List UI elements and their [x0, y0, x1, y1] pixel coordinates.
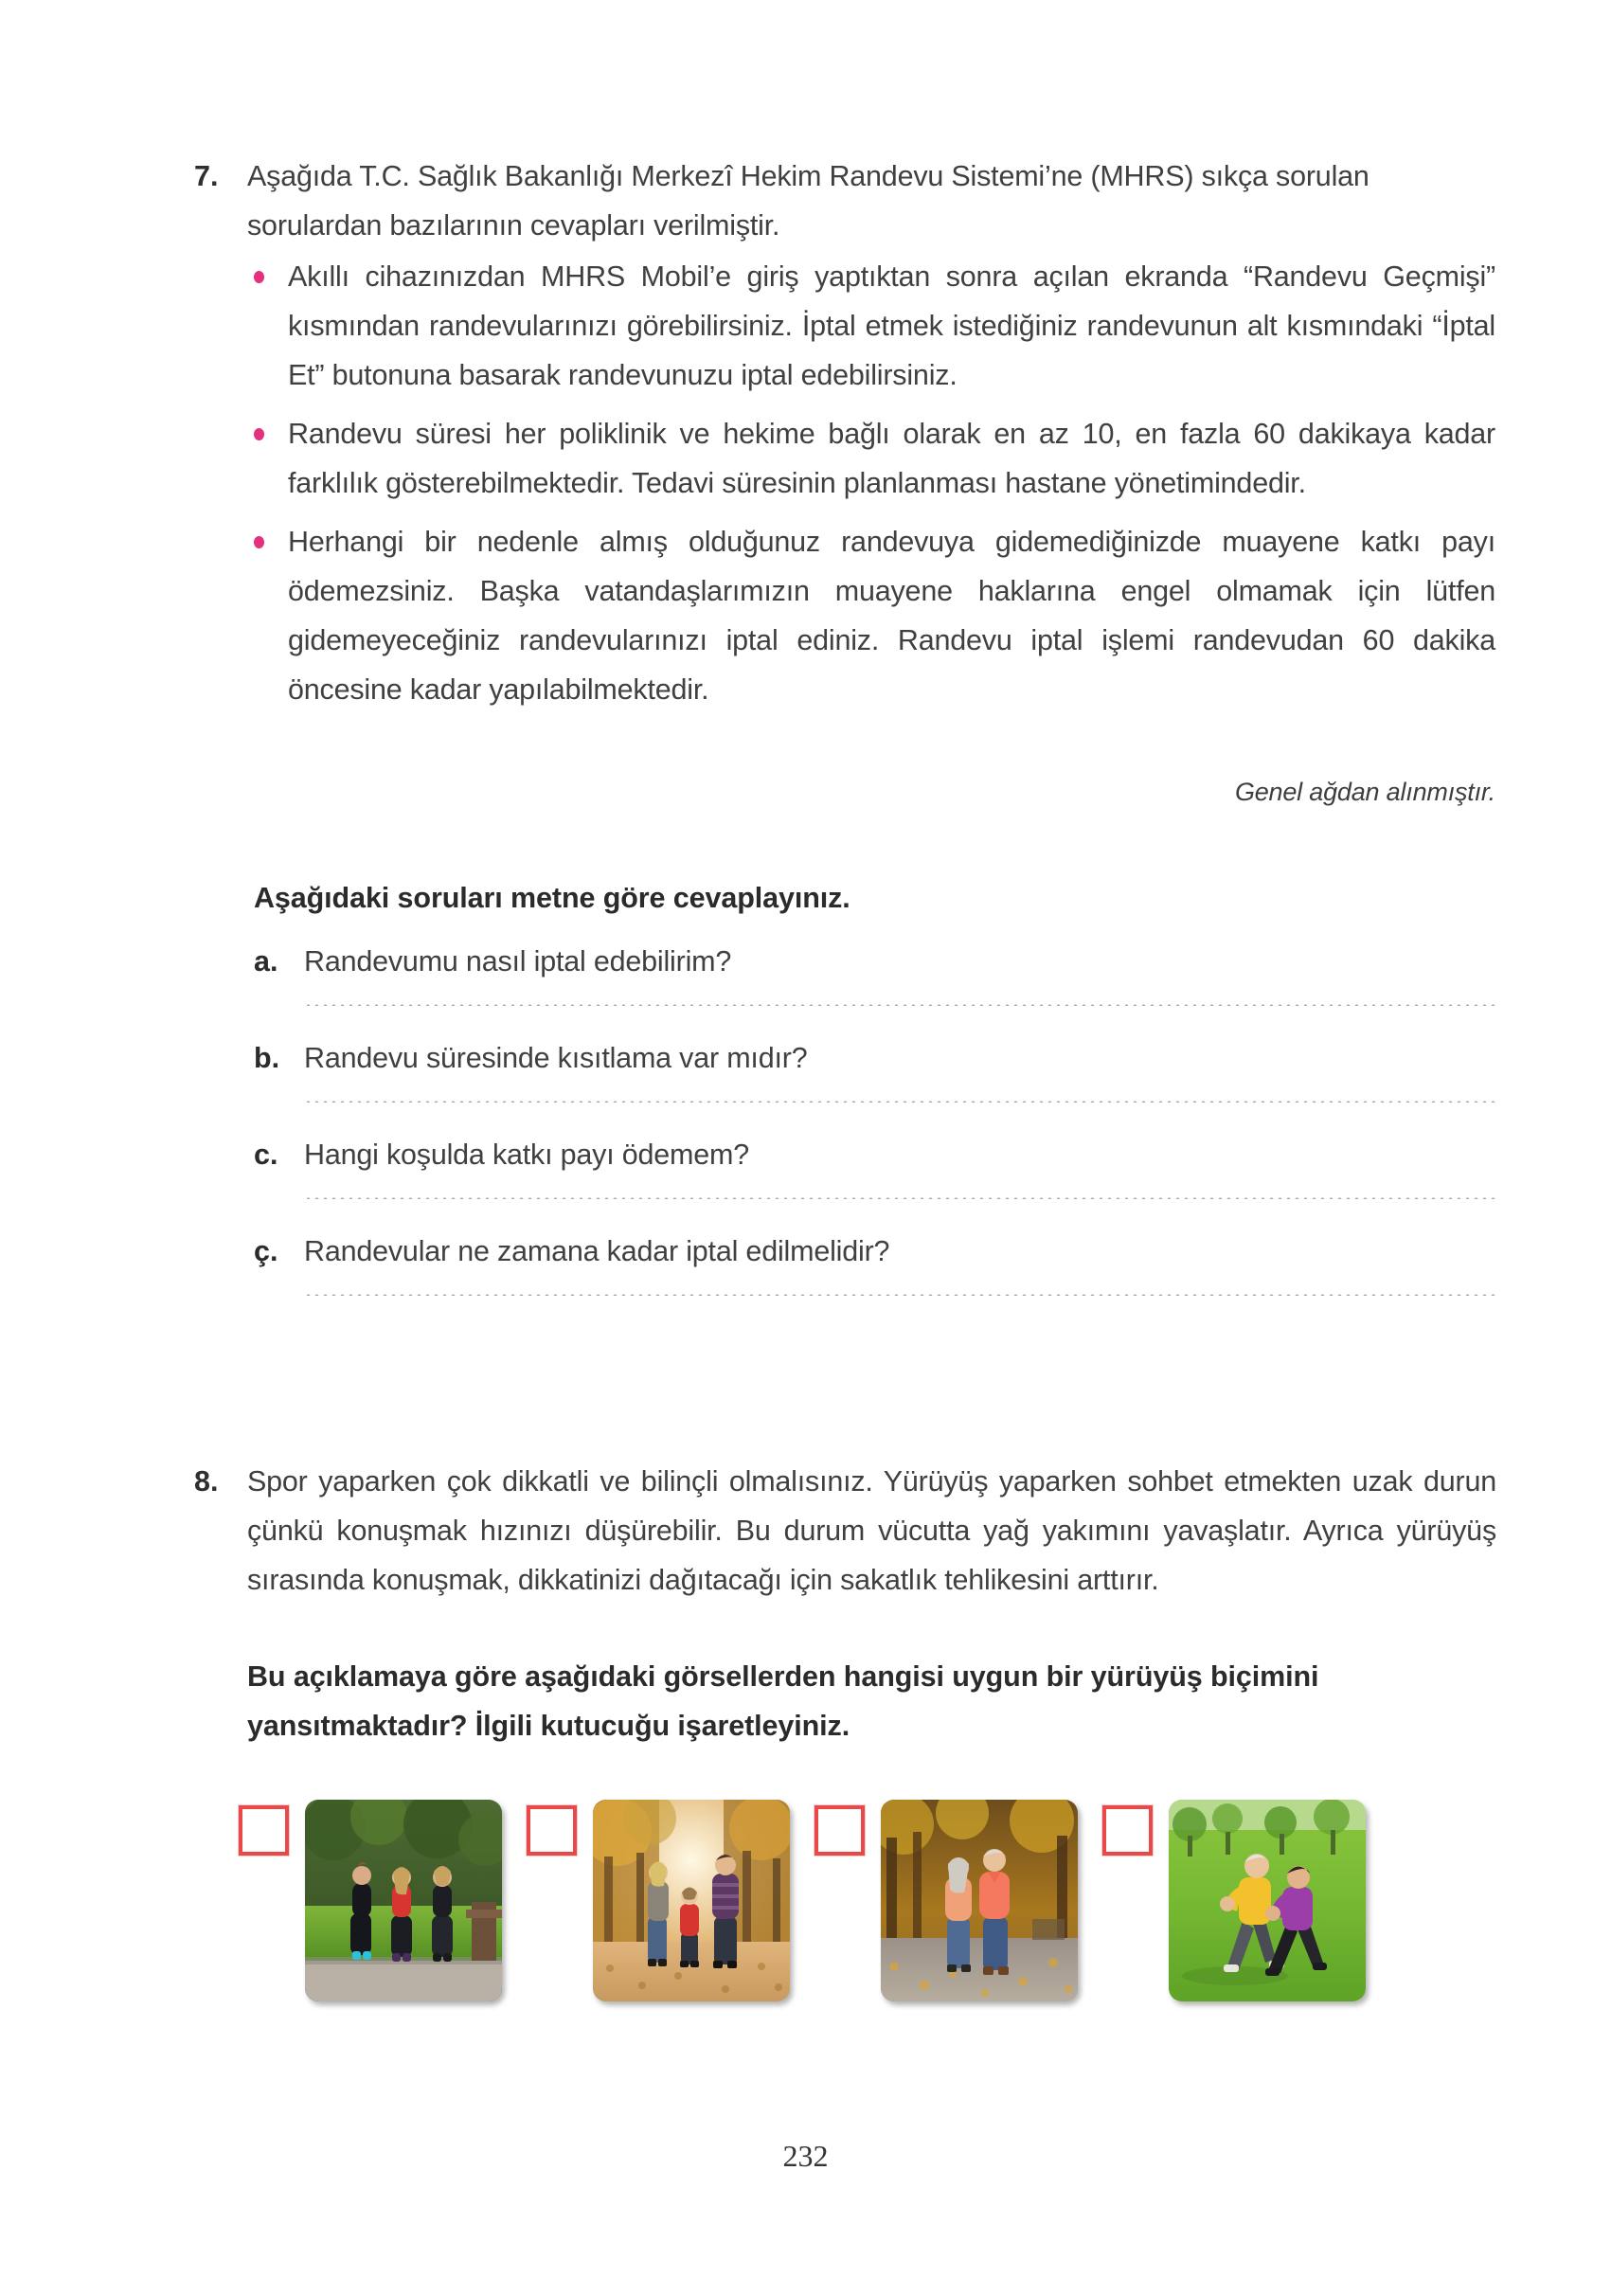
option-2[interactable]: [527, 1800, 790, 2001]
question-8-number: 8.: [194, 1465, 219, 1498]
bullet-text: Randevu süresi her poliklinik ve hekime bağlı olarak en az 10, en fazla 60 dakikaya kadar farklılık gösterebilmektedir. Tedavi süresinin planlanması hastane yönetimindedir.: [288, 418, 1495, 499]
subquestion-letter: a.: [254, 945, 278, 978]
question-8-instruction: Bu açıklamaya göre aşağıdaki görsellerden hangisi uygun bir yürüyüş biçimini yansıtmaktadır? İlgili kutucuğu işaretleyiniz.: [247, 1660, 1319, 1742]
subquestion-b: [254, 1034, 1495, 1082]
checkbox-option-1[interactable]: [239, 1805, 289, 1856]
question-7-subquestions: [254, 938, 1495, 1324]
subquestion-text: Hangi koşulda katkı payı ödemem?: [304, 1139, 749, 1171]
page-number: 232: [782, 2139, 829, 2173]
answer-line-a[interactable]: [304, 1001, 1495, 1006]
question-8-paragraph: Spor yaparken çok dikkatli ve bilinçli olmalısınız. Yürüyüş yaparken sohbet etmekten uzak durun çünkü konuşmak hızınızı düşürebilir. Bu durum vücutta yağ yakımını yavaşlatır. Ayrıca yürüyüş sırasında konuşmak, dikkatinizi dağıtacağı için sakatlık tehlikesini arttırır.: [247, 1465, 1496, 1596]
list-item: [254, 517, 1495, 714]
bullet-text: Akıllı cihazınızdan MHRS Mobil’e giriş yaptıktan sonra açılan ekranda “Randevu Geçmişi” kısmından randevularınızı görebilirsiniz. İptal etmek istediğiniz randevunun alt kısmındaki “İptal Et” butonuna basarak randevunuzu iptal edebilirsiniz.: [288, 260, 1495, 391]
question-7-intro: Aşağıda T.C. Sağlık Bakanlığı Merkezî Hekim Randevu Sistemi’ne (MHRS) sıkça sorulan sorulardan bazılarının cevapları verilmiştir.: [247, 160, 1369, 242]
photo-option-4: [1169, 1800, 1366, 2001]
checkbox-option-2[interactable]: [527, 1805, 577, 1856]
checkbox-option-3[interactable]: [814, 1805, 865, 1856]
list-item: [254, 409, 1495, 508]
subquestion-letter: ç.: [254, 1235, 278, 1267]
subquestion-letter: b.: [254, 1042, 280, 1074]
list-item: [254, 252, 1495, 400]
subquestion-text: Randevu süresinde kısıtlama var mıdır?: [304, 1042, 808, 1074]
question-7-number: 7.: [194, 160, 219, 192]
subquestion-text: Randevumu nasıl iptal edebilirim?: [304, 945, 732, 978]
option-1[interactable]: [239, 1800, 502, 2001]
photo-option-2: [593, 1800, 790, 2001]
bullet-dot-icon: [254, 409, 288, 440]
question-8-options: [239, 1800, 1451, 2001]
checkbox-option-4[interactable]: [1102, 1805, 1153, 1856]
question-7: [194, 152, 1496, 250]
question-8: [194, 1457, 1496, 1605]
photo-option-3: [881, 1800, 1078, 2001]
source-attribution: Genel ağdan alınmıştır.: [1234, 778, 1495, 806]
answer-line-b[interactable]: [304, 1098, 1495, 1103]
subquestion-c-cedilla: [254, 1228, 1495, 1275]
bullet-dot-icon: [254, 252, 288, 283]
bullet-text: Herhangi bir nedenle almış olduğunuz randevuya gidemediğinizde muayene katkı payı ödemezsiniz. Başka vatandaşlarımızın muayene haklarına engel olmamak için lütfen gidemeyeceğiniz randevularınızı iptal ediniz. Randevu iptal işlemi randevudan 60 dakika öncesine kadar yapılabilmektedir.: [288, 526, 1495, 706]
option-4[interactable]: [1102, 1800, 1366, 2001]
photo-option-1: [305, 1800, 502, 2001]
subquestion-text: Randevular ne zamana kadar iptal edilmelidir?: [304, 1235, 890, 1267]
question-7-instruction: Aşağıdaki soruları metne göre cevaplayınız.: [254, 882, 850, 914]
answer-line-c[interactable]: [304, 1194, 1495, 1199]
question-7-bullet-list: [254, 252, 1495, 724]
subquestion-a: [254, 938, 1495, 985]
bullet-dot-icon: [254, 517, 288, 548]
subquestion-c: [254, 1131, 1495, 1178]
option-3[interactable]: [814, 1800, 1078, 2001]
subquestion-letter: c.: [254, 1139, 278, 1171]
answer-line-c-cedilla[interactable]: [304, 1291, 1495, 1296]
